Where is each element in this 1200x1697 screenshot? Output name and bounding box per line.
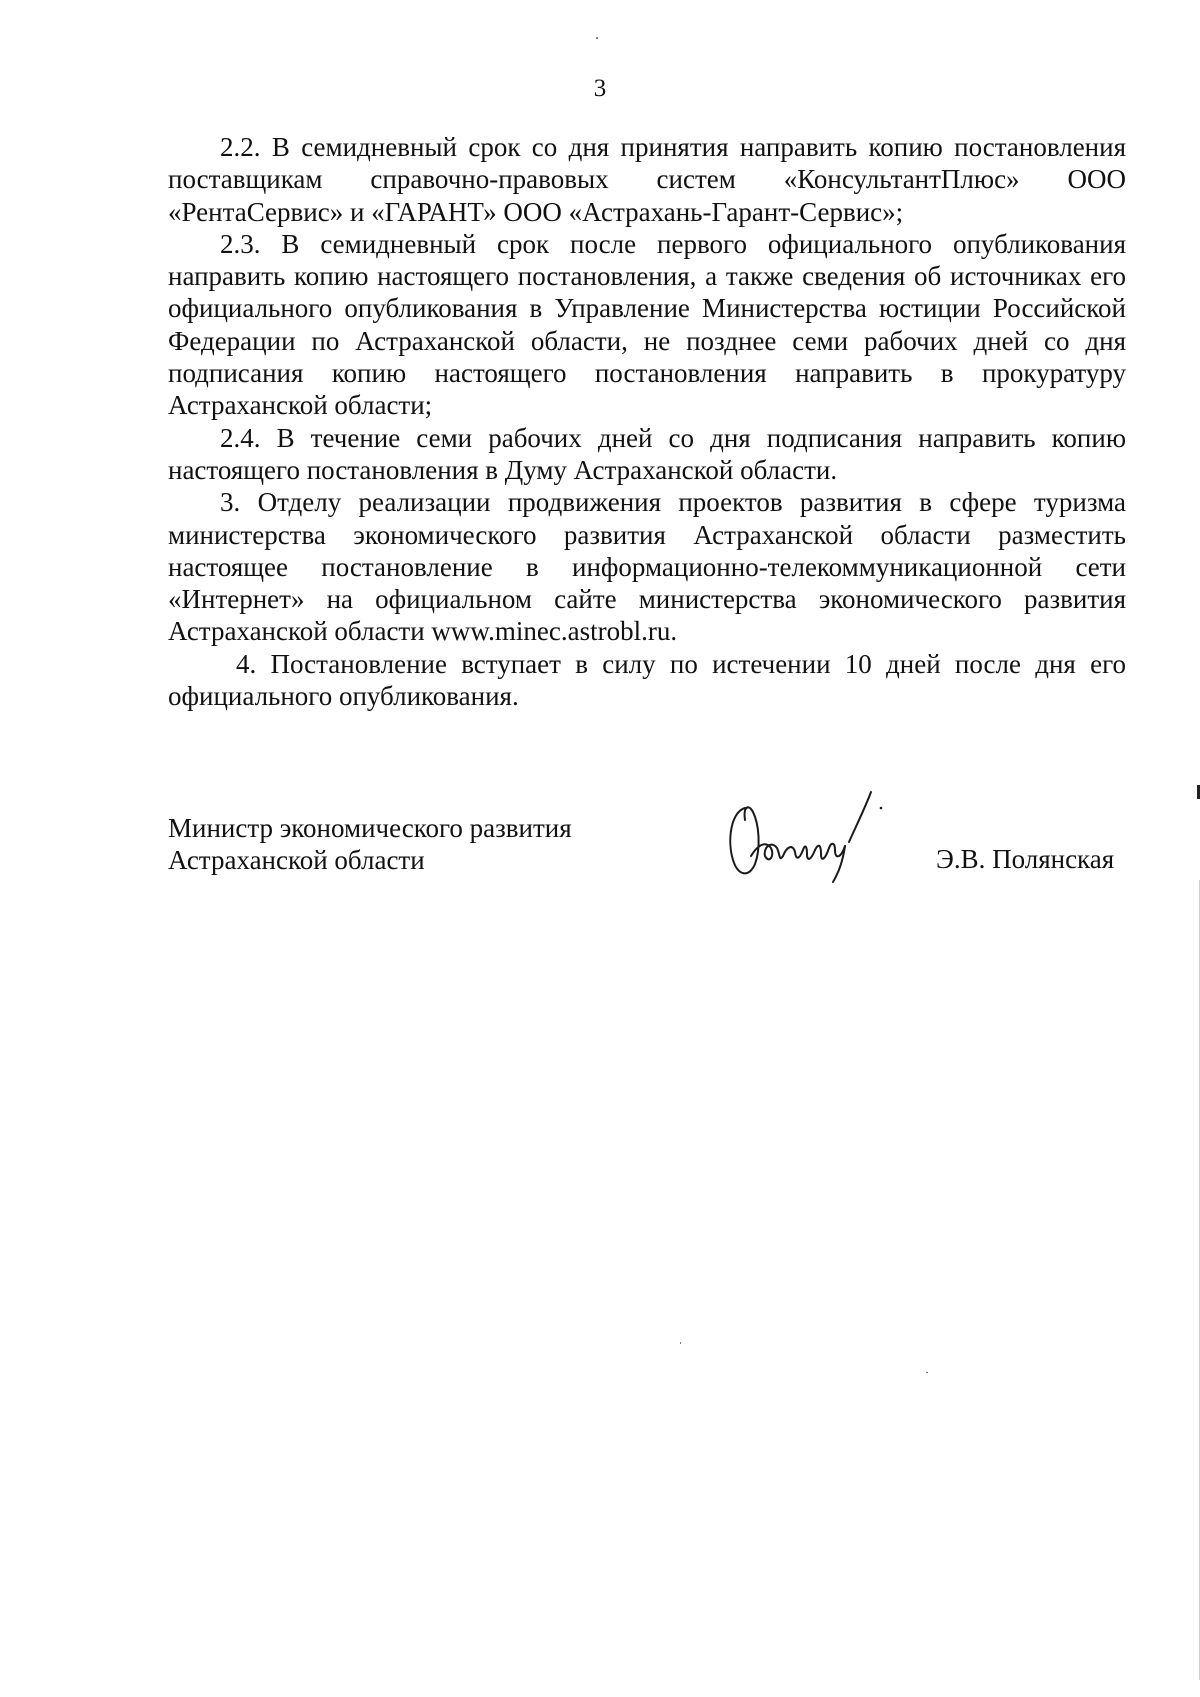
document-body [168, 131, 1126, 712]
signatory-position-line-1: Министр экономического развития [168, 813, 572, 843]
signatory-position-line-2: Астраханской области [168, 845, 425, 876]
paragraph-2-4: 2.4. В течение семи рабочих дней со дня подписания направить копию настоящего постановления в Думу Астраханской области. [168, 422, 1126, 485]
signatory-position [168, 812, 572, 877]
paragraph-2-3: 2.3. В семидневный срок после первого официального опубликования направить копию настоящего постановления, а также сведения об источниках его официального опубликования в Управление Министерства юстиции Российской Федерации по Астраханской области, не позднее семи рабочих дней со дня подписания копию настоящего постановления направить в прокуратуру Астраханской области; [168, 228, 1126, 421]
page-number: 3 [593, 75, 607, 102]
handwritten-signature [725, 790, 925, 890]
paragraph-4: 4. Постановление вступает в силу по истечении 10 дней после дня его официального опубликования. [168, 648, 1126, 712]
scan-speck [680, 1342, 681, 1344]
paragraph-2-2: 2.2. В семидневный срок со дня принятия направить копию постановления поставщикам справочно-правовых систем «КонсультантПлюс» ООО «РентаСервис» и «ГАРАНТ» ООО «Астрахань-Гарант-Сервис»; [168, 132, 1126, 227]
paragraph-3: 3. Отделу реализации продвижения проектов развития в сфере туризма министерства экономического развития Астраханской области разместить настоящее постановление в информационно-телекоммуникационной сети «Интернет» на официальном сайте министерства экономического развития Астраханской области www.minec.astrobl.ru. [168, 487, 1126, 647]
scan-speck [926, 1372, 928, 1373]
scan-speck [596, 37, 598, 39]
signer-name: Э.В. Полянская [936, 844, 1115, 874]
